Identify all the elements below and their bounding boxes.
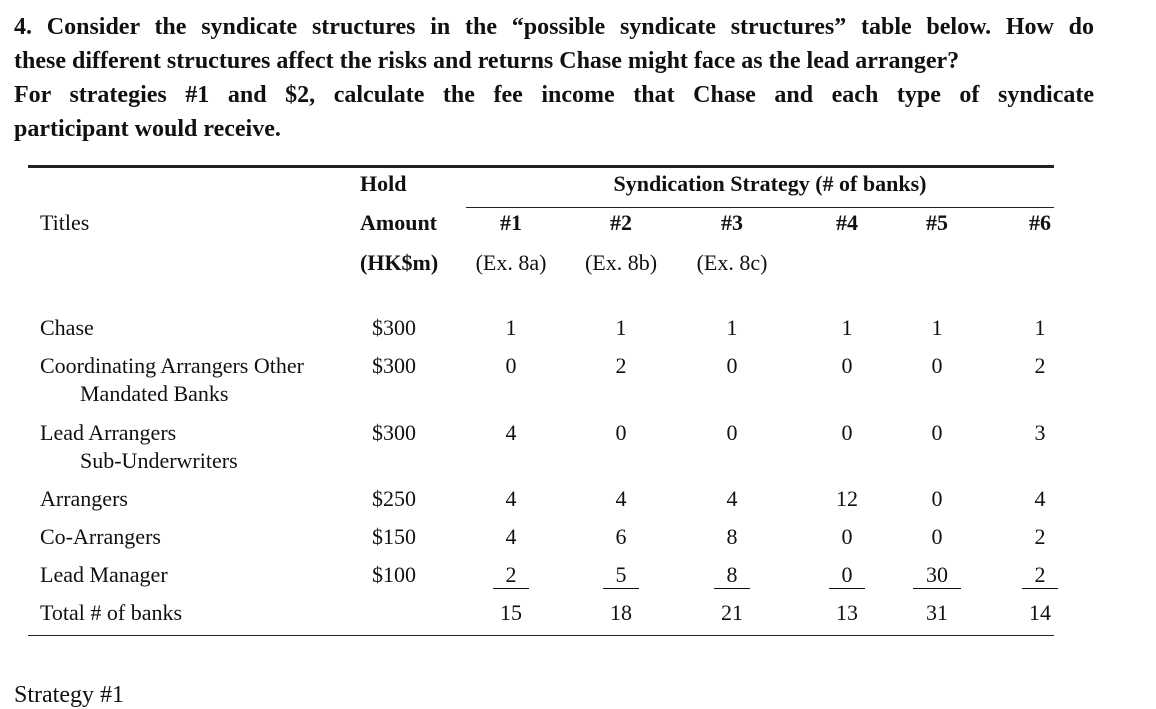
strategy-2-label: #2 xyxy=(610,210,632,235)
total-s4: 13 xyxy=(836,600,858,625)
row-hold-chase: $300 xyxy=(372,315,416,340)
total-s6: 14 xyxy=(1029,600,1051,625)
cell-lead-arrangers-s3: 0 xyxy=(726,420,738,445)
cell-lead-manager-s5: 30 xyxy=(913,562,961,589)
cell-arrangers-s1: 4 xyxy=(505,486,517,511)
cell-co-arrangers-s4: 0 xyxy=(841,524,853,549)
question-line-2: these different structures affect the risks and returns Chase might face as the lead arranger? xyxy=(14,48,960,74)
total-s3: 21 xyxy=(721,600,743,625)
total-row-title: Total # of banks xyxy=(40,600,183,625)
cell-lead-manager-s2: 5 xyxy=(603,562,639,589)
hold-header-line-1: Hold xyxy=(360,171,407,196)
strategy-6-label: #6 xyxy=(1029,210,1051,235)
table-top-rule xyxy=(28,165,1054,168)
strategy-1-exhibit: (Ex. 8a) xyxy=(475,250,547,275)
row-title-arrangers: Arrangers xyxy=(40,486,128,511)
row-title-coordinating-arrangers-other: Coordinating Arrangers Other xyxy=(40,353,304,378)
strategy-2-exhibit: (Ex. 8b) xyxy=(584,250,658,275)
cell-coordinating-arrangers-other-s6: 2 xyxy=(1034,353,1046,378)
cell-lead-arrangers-s5: 0 xyxy=(931,420,943,445)
cell-co-arrangers-s5: 0 xyxy=(931,524,943,549)
cell-lead-arrangers-s2: 0 xyxy=(615,420,627,445)
cell-lead-arrangers-s6: 3 xyxy=(1034,420,1046,445)
cell-arrangers-s4: 12 xyxy=(836,486,858,511)
cell-lead-manager-s3: 8 xyxy=(714,562,750,589)
cell-coordinating-arrangers-other-s3: 0 xyxy=(726,353,738,378)
question-line-3: For strategies #1 and $2, calculate the fee income that Chase and each type of syndicate xyxy=(14,82,1094,108)
row-title-chase: Chase xyxy=(40,315,94,340)
cell-lead-manager-s4: 0 xyxy=(829,562,865,589)
strategy-header: Syndication Strategy (# of banks) xyxy=(613,171,927,196)
row-title-lead-manager: Lead Manager xyxy=(40,562,168,587)
row-subtitle-lead-arrangers: Sub-Underwriters xyxy=(80,448,238,473)
hold-header-line-2: Amount xyxy=(360,210,438,235)
strategy-1-heading: Strategy #1 xyxy=(14,682,124,708)
strategy-1-label: #1 xyxy=(500,210,522,235)
cell-lead-manager-s1: 2 xyxy=(493,562,529,589)
row-hold-arrangers: $250 xyxy=(372,486,416,511)
cell-coordinating-arrangers-other-s4: 0 xyxy=(841,353,853,378)
titles-header: Titles xyxy=(40,210,90,235)
row-hold-lead-manager: $100 xyxy=(372,562,416,587)
row-title-co-arrangers: Co-Arrangers xyxy=(40,524,161,549)
cell-lead-arrangers-s1: 4 xyxy=(505,420,517,445)
cell-co-arrangers-s1: 4 xyxy=(505,524,517,549)
cell-chase-s2: 1 xyxy=(615,315,627,340)
cell-coordinating-arrangers-other-s5: 0 xyxy=(931,353,943,378)
cell-chase-s5: 1 xyxy=(931,315,943,340)
hold-header-line-3: (HK$m) xyxy=(360,250,439,275)
cell-chase-s1: 1 xyxy=(505,315,517,340)
cell-co-arrangers-s6: 2 xyxy=(1034,524,1046,549)
cell-lead-arrangers-s4: 0 xyxy=(841,420,853,445)
cell-chase-s4: 1 xyxy=(841,315,853,340)
strategy-header-rule xyxy=(466,207,1054,208)
cell-arrangers-s3: 4 xyxy=(726,486,738,511)
row-hold-co-arrangers: $150 xyxy=(372,524,416,549)
cell-lead-manager-s6: 2 xyxy=(1022,562,1058,589)
question-line-1: 4. Consider the syndicate structures in the “possible syndicate structures” table below. How do xyxy=(14,14,1094,40)
strategy-3-label: #3 xyxy=(721,210,743,235)
table-bottom-rule xyxy=(28,635,1054,636)
strategy-4-label: #4 xyxy=(836,210,858,235)
cell-coordinating-arrangers-other-s2: 2 xyxy=(615,353,627,378)
cell-arrangers-s5: 0 xyxy=(931,486,943,511)
row-hold-coordinating-arrangers-other: $300 xyxy=(372,353,416,378)
row-hold-lead-arrangers: $300 xyxy=(372,420,416,445)
cell-coordinating-arrangers-other-s1: 0 xyxy=(505,353,517,378)
total-s2: 18 xyxy=(610,600,632,625)
row-title-lead-arrangers: Lead Arrangers xyxy=(40,420,177,445)
cell-co-arrangers-s2: 6 xyxy=(615,524,627,549)
cell-co-arrangers-s3: 8 xyxy=(726,524,738,549)
row-subtitle-coordinating-arrangers-other: Mandated Banks xyxy=(80,381,229,406)
cell-arrangers-s6: 4 xyxy=(1034,486,1046,511)
cell-chase-s6: 1 xyxy=(1034,315,1046,340)
question-line-4: participant would receive. xyxy=(14,116,281,142)
total-s1: 15 xyxy=(500,600,522,625)
total-s5: 31 xyxy=(926,600,948,625)
strategy-3-exhibit: (Ex. 8c) xyxy=(696,250,768,275)
question-text xyxy=(14,10,1094,146)
cell-chase-s3: 1 xyxy=(726,315,738,340)
strategy-5-label: #5 xyxy=(926,210,948,235)
cell-arrangers-s2: 4 xyxy=(615,486,627,511)
